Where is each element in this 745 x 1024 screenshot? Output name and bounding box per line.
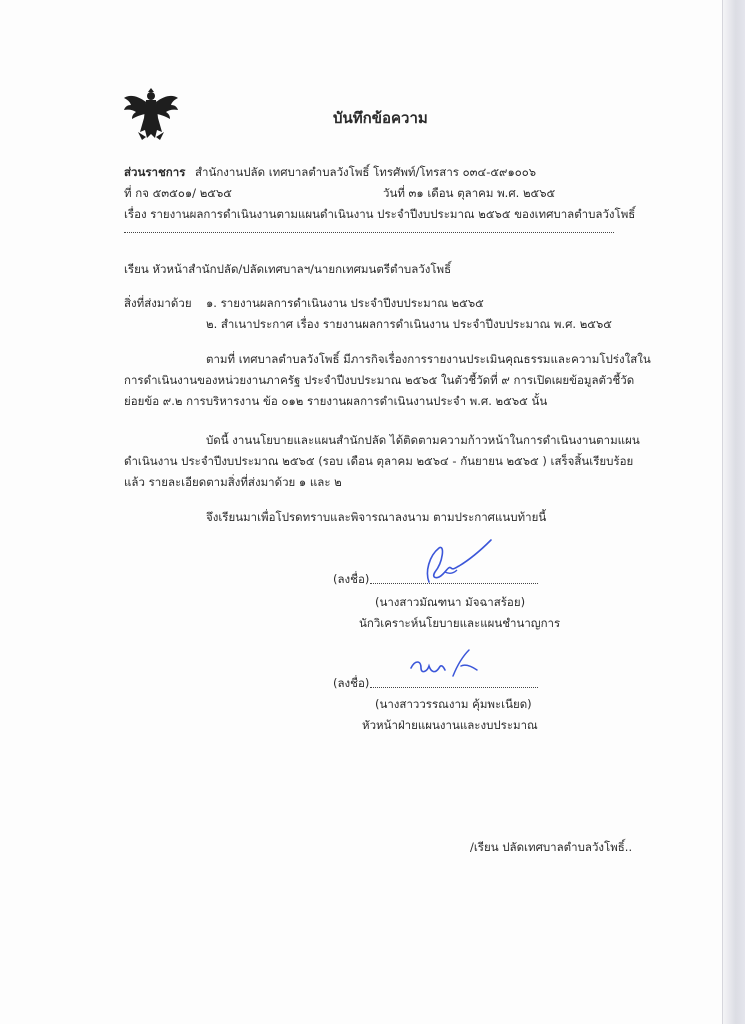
page-edge bbox=[722, 0, 745, 1024]
memo-subject: เรื่อง รายงานผลการดำเนินงานตามแผนดำเนินงาน ประจำปีงบประมาณ ๒๕๖๕ ของเทศบาลตำบลวังโพธิ์ bbox=[124, 207, 636, 221]
signature-2-label: (ลงชื่อ) bbox=[333, 676, 370, 690]
header-divider bbox=[124, 232, 614, 233]
body-paragraph-2-line: แล้ว รายละเอียดตามสิ่งที่ส่งมาด้วย ๑ และ ๒ bbox=[124, 475, 342, 489]
signature-2-line bbox=[370, 687, 538, 688]
signature-1-position: นักวิเคราะห์นโยบายและแผนชำนาญการ bbox=[359, 616, 561, 630]
enclosure-label: สิ่งที่ส่งมาด้วย bbox=[124, 296, 192, 310]
enclosure-item: ๒. สำเนาประกาศ เรื่อง รายงานผลการดำเนินงาน ประจำปีงบประมาณ พ.ศ. ๒๕๖๕ bbox=[206, 317, 613, 331]
memo-title: บันทึกข้อความ bbox=[333, 109, 428, 127]
body-paragraph-2-line: ดำเนินงาน ประจำปีงบประมาณ ๒๕๖๕ (รอบ เดือน ตุลาคม ๒๕๖๔ - กันยายน ๒๕๖๕ ) เสร็จสิ้นเรียบร้อย bbox=[124, 454, 634, 468]
signature-2-name: (นางสาววรรณงาม คุ้มพะเนียด) bbox=[375, 697, 532, 711]
memo-date: วันที่ ๓๑ เดือน ตุลาคม พ.ศ. ๒๕๖๕ bbox=[383, 186, 556, 200]
body-paragraph-2-line: บัดนี้ งานนโยบายและแผนสำนักปลัด ได้ติดตามความก้าวหน้าในการดำเนินงานตามแผน bbox=[206, 433, 640, 447]
body-paragraph-3: จึงเรียนมาเพื่อโปรดทราบและพิจารณาลงนาม ตามประกาศแนบท้ายนี้ bbox=[206, 510, 547, 524]
memo-recipient: เรียน หัวหน้าสำนักปลัด/ปลัดเทศบาลฯ/นายกเทศมนตรีตำบลวังโพธิ์ bbox=[124, 262, 452, 276]
agency-value: สำนักงานปลัด เทศบาลตำบลวังโพธิ์ โทรศัพท์/โทรสาร ๐๓๔-๕๙๑๐๐๖ bbox=[195, 165, 537, 179]
continuation-note: /เรียน ปลัดเทศบาลตำบลวังโพธิ์.. bbox=[470, 840, 633, 854]
body-paragraph-1-line: ย่อยข้อ ๙.๒ การบริหารงาน ข้อ ๐๑๒ รายงานผลการดำเนินงานประจำ พ.ศ. ๒๕๖๕ นั้น bbox=[124, 394, 548, 408]
body-paragraph-1-line: ตามที่ เทศบาลตำบลวังโพธิ์ มีภารกิจเรื่องการรายงานประเมินคุณธรรมและความโปร่งใสใน bbox=[206, 352, 651, 366]
signature-2-position: หัวหน้าฝ่ายแผนงานและงบประมาณ bbox=[362, 718, 538, 732]
garuda-emblem-icon bbox=[122, 88, 180, 142]
signature-1-name: (นางสาวมัณฑนา มัจฉาสร้อย) bbox=[375, 595, 526, 609]
enclosure-item: ๑. รายงานผลการดำเนินงาน ประจำปีงบประมาณ ๒๕๖๕ bbox=[206, 296, 484, 310]
page-edge-line bbox=[722, 0, 723, 1024]
reference-number: ที่ กจ ๕๓๕๐๑/ ๒๕๖๕ bbox=[124, 186, 232, 200]
signature-1-icon bbox=[415, 536, 495, 588]
agency-label: ส่วนราชการ bbox=[124, 165, 186, 179]
body-paragraph-1-line: การดำเนินงานของหน่วยงานภาครัฐ ประจำปีงบประมาณ ๒๕๖๕ ในตัวชี้วัดที่ ๙ การเปิดเผยข้อมูลตัวชี้วัด bbox=[124, 373, 635, 387]
signature-1-label: (ลงชื่อ) bbox=[333, 572, 370, 586]
signature-1-line bbox=[370, 583, 538, 584]
signature-2-icon bbox=[405, 646, 485, 682]
